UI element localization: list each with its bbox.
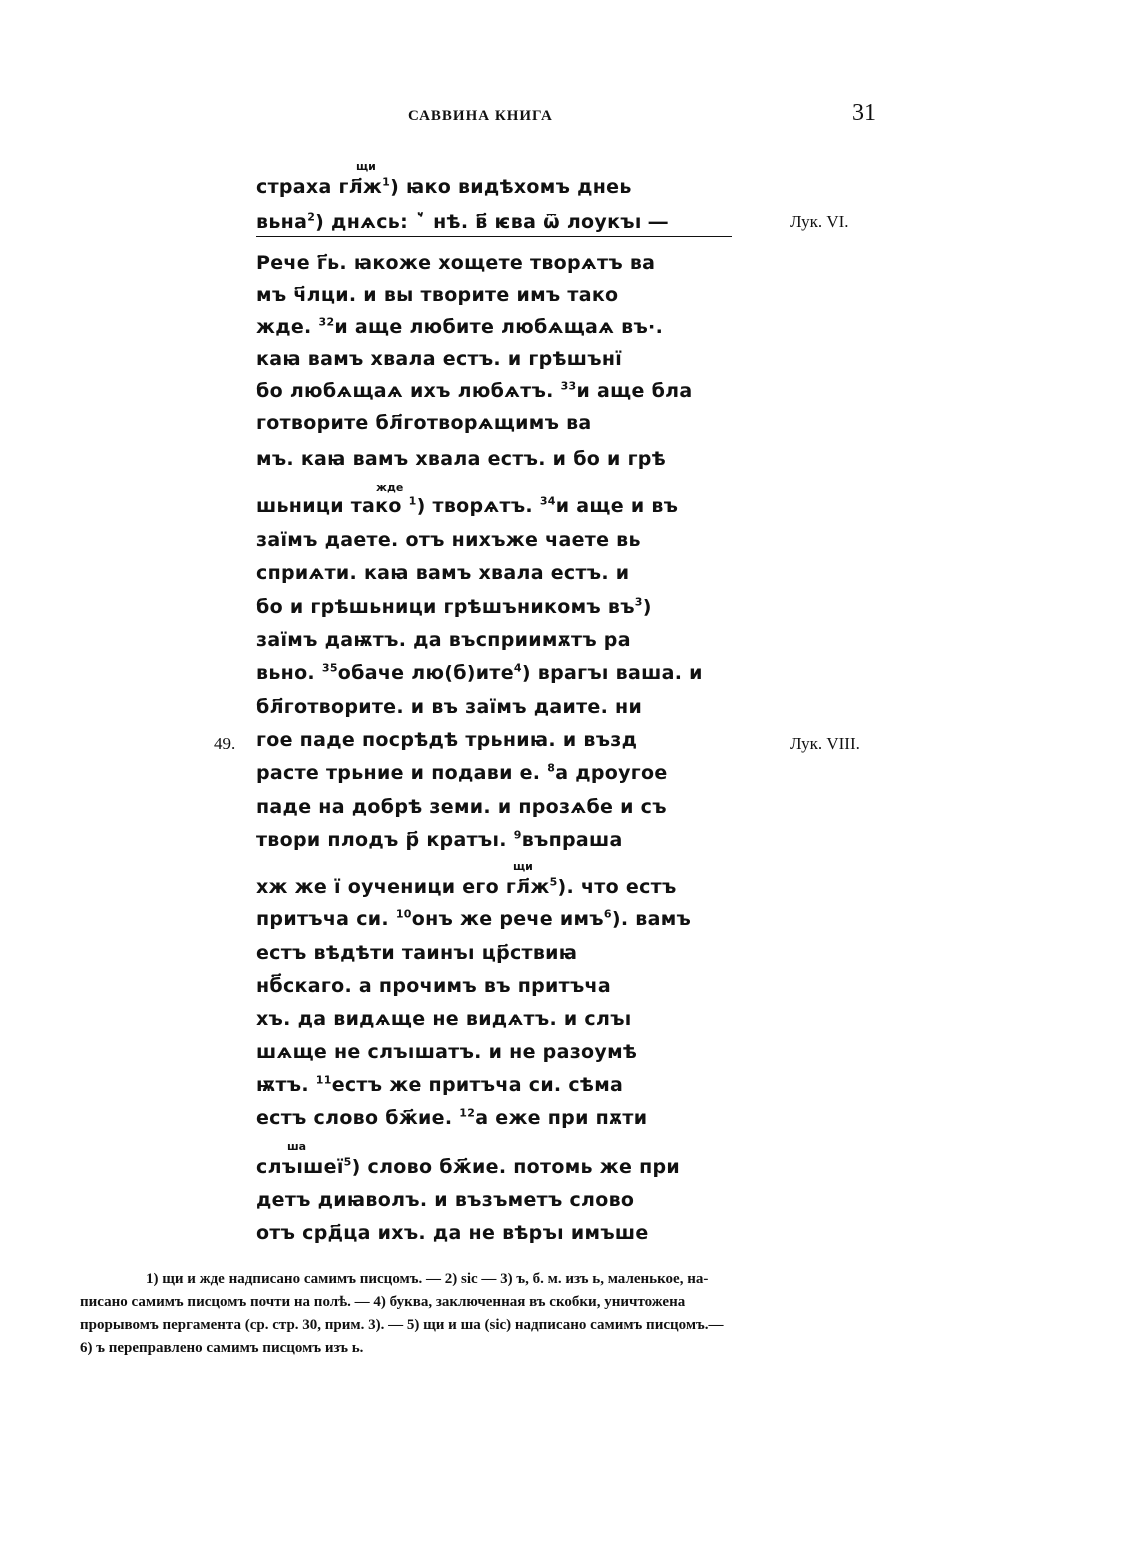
text-line: отъ срд҃ца ихъ. да не вѣръı имъше bbox=[256, 1222, 649, 1244]
text-line: естъ вѣдѣти таинъı цр҃ствиꙗ bbox=[256, 942, 578, 964]
text-line: бл҃готворите. и въ заїмъ даите. ни bbox=[256, 696, 643, 718]
text-line: каꙗ вамъ хвала естъ. и грѣшънї bbox=[256, 348, 623, 370]
footnote-line: прорывомъ пергамента (ср. стр. 30, прим. 3). — 5) щи и ша (sic) надписано самимъ писцомъ.— bbox=[80, 1317, 724, 1333]
text-line: хж же ї оученици его $гл҃ж^5$). что естъ bbox=[256, 875, 677, 898]
superscript-above-line-1: щи bbox=[356, 160, 376, 173]
text-line: твори плодъ р҃ кратъı. $^9$въпраша bbox=[256, 828, 623, 851]
text-line: страха $гл҃ж^1$) ꙗко видѣхомъ днеь bbox=[256, 175, 632, 198]
margin-reference-luke-vi: Лук. VI. bbox=[790, 212, 849, 231]
text-line: заїмъ даете. отъ нихъже чаете вь bbox=[256, 529, 641, 551]
text-line: мъ ч҃лци. и вы творите имъ тако bbox=[256, 284, 619, 306]
text-line: естъ слово бж҃ие. $^{12}$а еже при пѫти bbox=[256, 1106, 648, 1129]
text-line: слъıшеї$^5$) слово бж҃ие. потомь же при bbox=[256, 1155, 681, 1178]
text-line: жде. $^{32}$и аще любите любѧщаѧ въ·. bbox=[256, 315, 664, 338]
footnote-line: писано самимъ писцомъ почти на полѣ. — 4) буква, заключенная въ скобки, уничтожена bbox=[80, 1294, 686, 1310]
text-line: шьници тако $^1$) творѧтъ. $^{34}$и аще и въ bbox=[256, 494, 679, 517]
text-line: сприѧти. каꙗ вамъ хвала естъ. и bbox=[256, 562, 630, 584]
footnotes bbox=[80, 1268, 888, 1360]
text-line: гое паде посрѣдѣ трьниꙗ. и възд bbox=[256, 729, 638, 751]
running-head: САВВИНА КНИГА bbox=[408, 108, 553, 124]
superscript-above-line-10: жде bbox=[376, 481, 404, 494]
text-line: бо и грѣшьници грѣшъникомъ $въ^3$) bbox=[256, 595, 652, 618]
text-line: детъ диꙗволъ. и възъметъ слово bbox=[256, 1189, 635, 1211]
text-line: вьна$^2$) днѧсь: ꙿ нѣ. в҃ ѥва ѿ лоукъı ― bbox=[256, 210, 668, 233]
text-line: мъ. каꙗ вамъ хвала естъ. и бо и грѣ bbox=[256, 448, 666, 470]
footnote-line: 1) щи и жде надписано самимъ писцомъ. — 2) sic — 3) ъ, б. м. изъ ь, маленькое, на- bbox=[146, 1271, 709, 1287]
text-line: готворите бл҃готворѧщимъ ва bbox=[256, 412, 592, 434]
verse-number: 49. bbox=[214, 734, 236, 753]
text-line: хъ. да видѧще не видѧтъ. и слъı bbox=[256, 1008, 632, 1030]
margin-reference-luke-viii: Лук. VIII. bbox=[790, 734, 860, 753]
text-line: ѭтъ. $^{11}$естъ же притъча си. сѣма bbox=[256, 1073, 624, 1096]
text-line: шѧще не слъıшатъ. и не разоумѣ bbox=[256, 1041, 638, 1063]
text-line: заїмъ даѭтъ. да въсприимѫтъ ра bbox=[256, 629, 631, 651]
reading-divider-rule bbox=[256, 236, 732, 237]
text-line: Рече г҃ь. ꙗкоже хощете творѧтъ ва bbox=[256, 252, 656, 274]
text-line: вьно. $^{35}$обаче лю(б)ите$^4$) врагъı ваша. и bbox=[256, 661, 703, 684]
text-line: паде на добрѣ земи. и прозѧбе и съ bbox=[256, 796, 667, 818]
text-line: притъча си. $^{10}$онъ же рече имъ$^6$). вамъ bbox=[256, 907, 692, 930]
superscript-above-line-22: щи bbox=[513, 860, 533, 873]
footnote-line: 6) ъ переправлено самимъ писцомъ изъ ь. bbox=[80, 1340, 364, 1356]
page-number: 31 bbox=[852, 100, 876, 126]
text-line: нб҃скаго. а прочимъ въ притъча bbox=[256, 975, 611, 997]
text-line: бо любѧщаѧ ихъ любѧтъ. $^{33}$и аще бла bbox=[256, 379, 693, 402]
text-line: расте трьние и подави е. $^8$а дроугое bbox=[256, 761, 668, 784]
superscript-above-line-30: ша bbox=[287, 1140, 307, 1153]
